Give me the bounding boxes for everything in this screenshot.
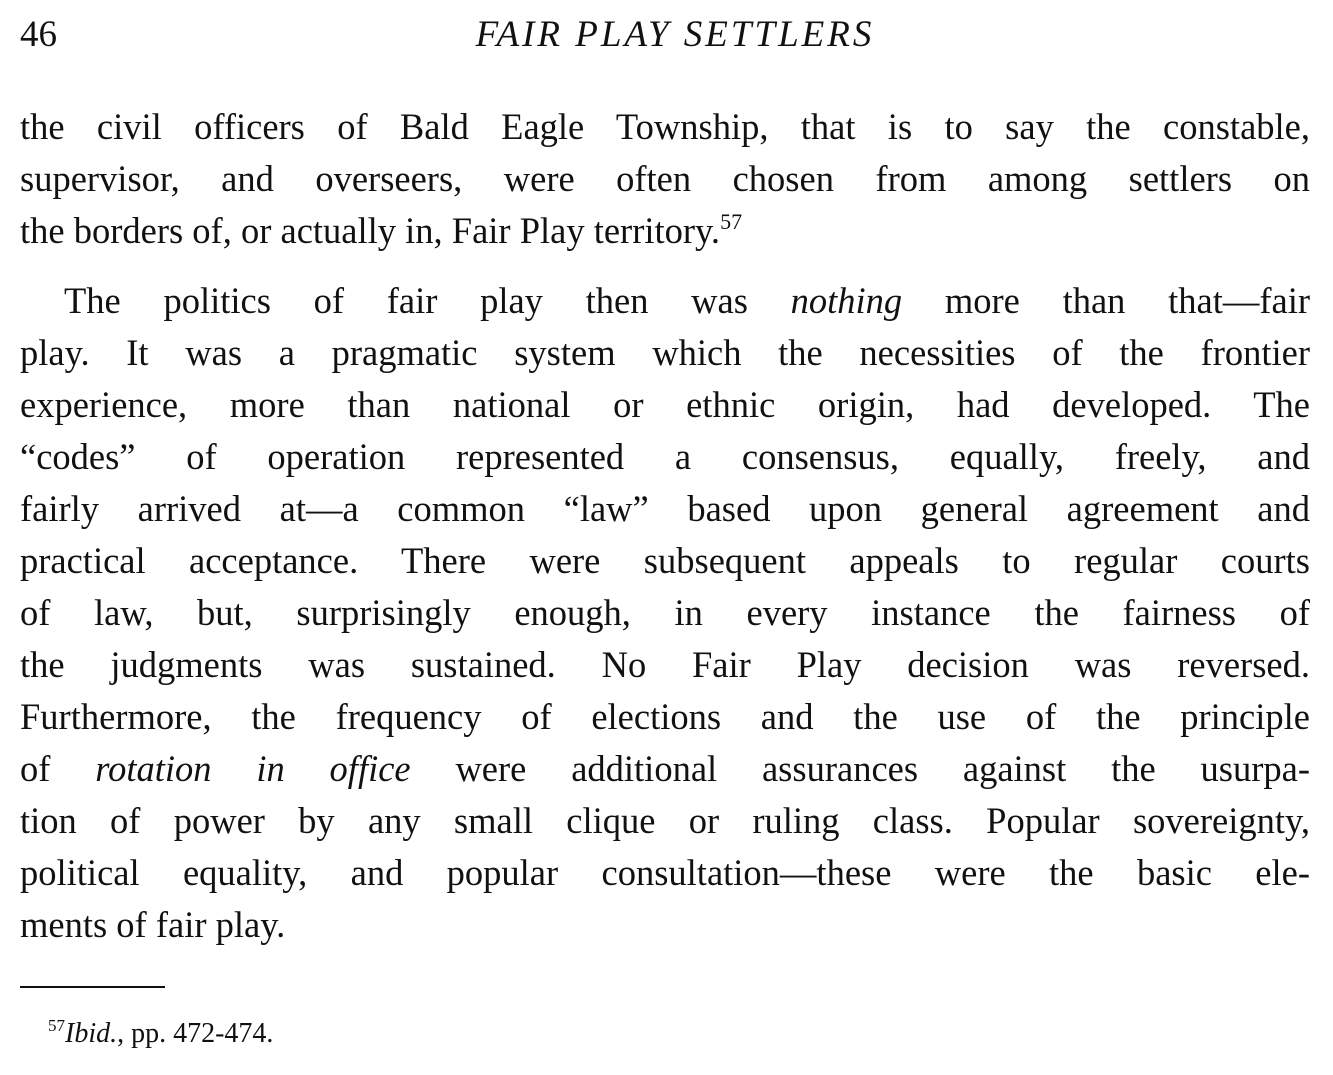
paragraph-2 xyxy=(20,275,1310,951)
body-text xyxy=(20,101,1310,951)
footnote-citation: , pp. 472-474. xyxy=(117,1018,274,1049)
text-line: fairly arrived at—a common “law” based upon general agreement and xyxy=(20,488,1310,529)
text-line-content: the borders of, or actually in, Fair Play territory. xyxy=(20,210,721,251)
emphasis-text: rotation in office xyxy=(95,748,411,789)
paragraph-1 xyxy=(20,101,1310,257)
text-line: of law, but, surprisingly enough, in every instance the fairness of xyxy=(20,592,1310,633)
footnote-reference[interactable]: 57 xyxy=(720,209,743,234)
text-line: tion of power by any small clique or ruling class. Popular sovereignty, xyxy=(20,800,1310,841)
running-title: FAIR PLAY SETTLERS xyxy=(475,14,875,55)
text-line: supervisor, and overseers, were often chosen from among settlers on xyxy=(20,158,1310,199)
text-line: the judgments was sustained. No Fair Play decision was reversed. xyxy=(20,644,1310,685)
text-run: of xyxy=(20,748,96,789)
paragraph-gap xyxy=(20,257,1310,275)
text-line: Furthermore, the frequency of elections and the use of the principle xyxy=(20,696,1310,737)
footnote-rule xyxy=(20,986,165,988)
footnote xyxy=(48,1016,273,1052)
emphasis-text: nothing xyxy=(790,280,903,321)
text-line: “codes” of operation represented a consensus, equally, freely, and xyxy=(20,436,1310,477)
text-line: practical acceptance. There were subsequent appeals to regular courts xyxy=(20,540,1310,581)
text-line: political equality, and popular consultation—these were the basic ele- xyxy=(20,852,1310,893)
footnote-ibid: Ibid. xyxy=(65,1018,118,1049)
text-line: the civil officers of Bald Eagle Township, that is to say the constable, xyxy=(20,106,1310,147)
text-line xyxy=(20,743,1310,795)
page-number: 46 xyxy=(20,14,57,55)
text-line: play. It was a pragmatic system which the necessities of the frontier xyxy=(20,332,1310,373)
text-line xyxy=(20,205,1310,257)
text-line: ments of fair play. xyxy=(20,904,286,945)
footnote-mark: 57 xyxy=(48,1016,65,1035)
text-run: The politics of fair play then was xyxy=(64,280,791,321)
text-line: experience, more than national or ethnic origin, had developed. The xyxy=(20,384,1310,425)
text-run: were additional assurances against the usurpa- xyxy=(410,748,1310,789)
text-run: more than that—fair xyxy=(902,280,1310,321)
text-line xyxy=(20,275,1310,327)
running-head xyxy=(20,12,1310,58)
